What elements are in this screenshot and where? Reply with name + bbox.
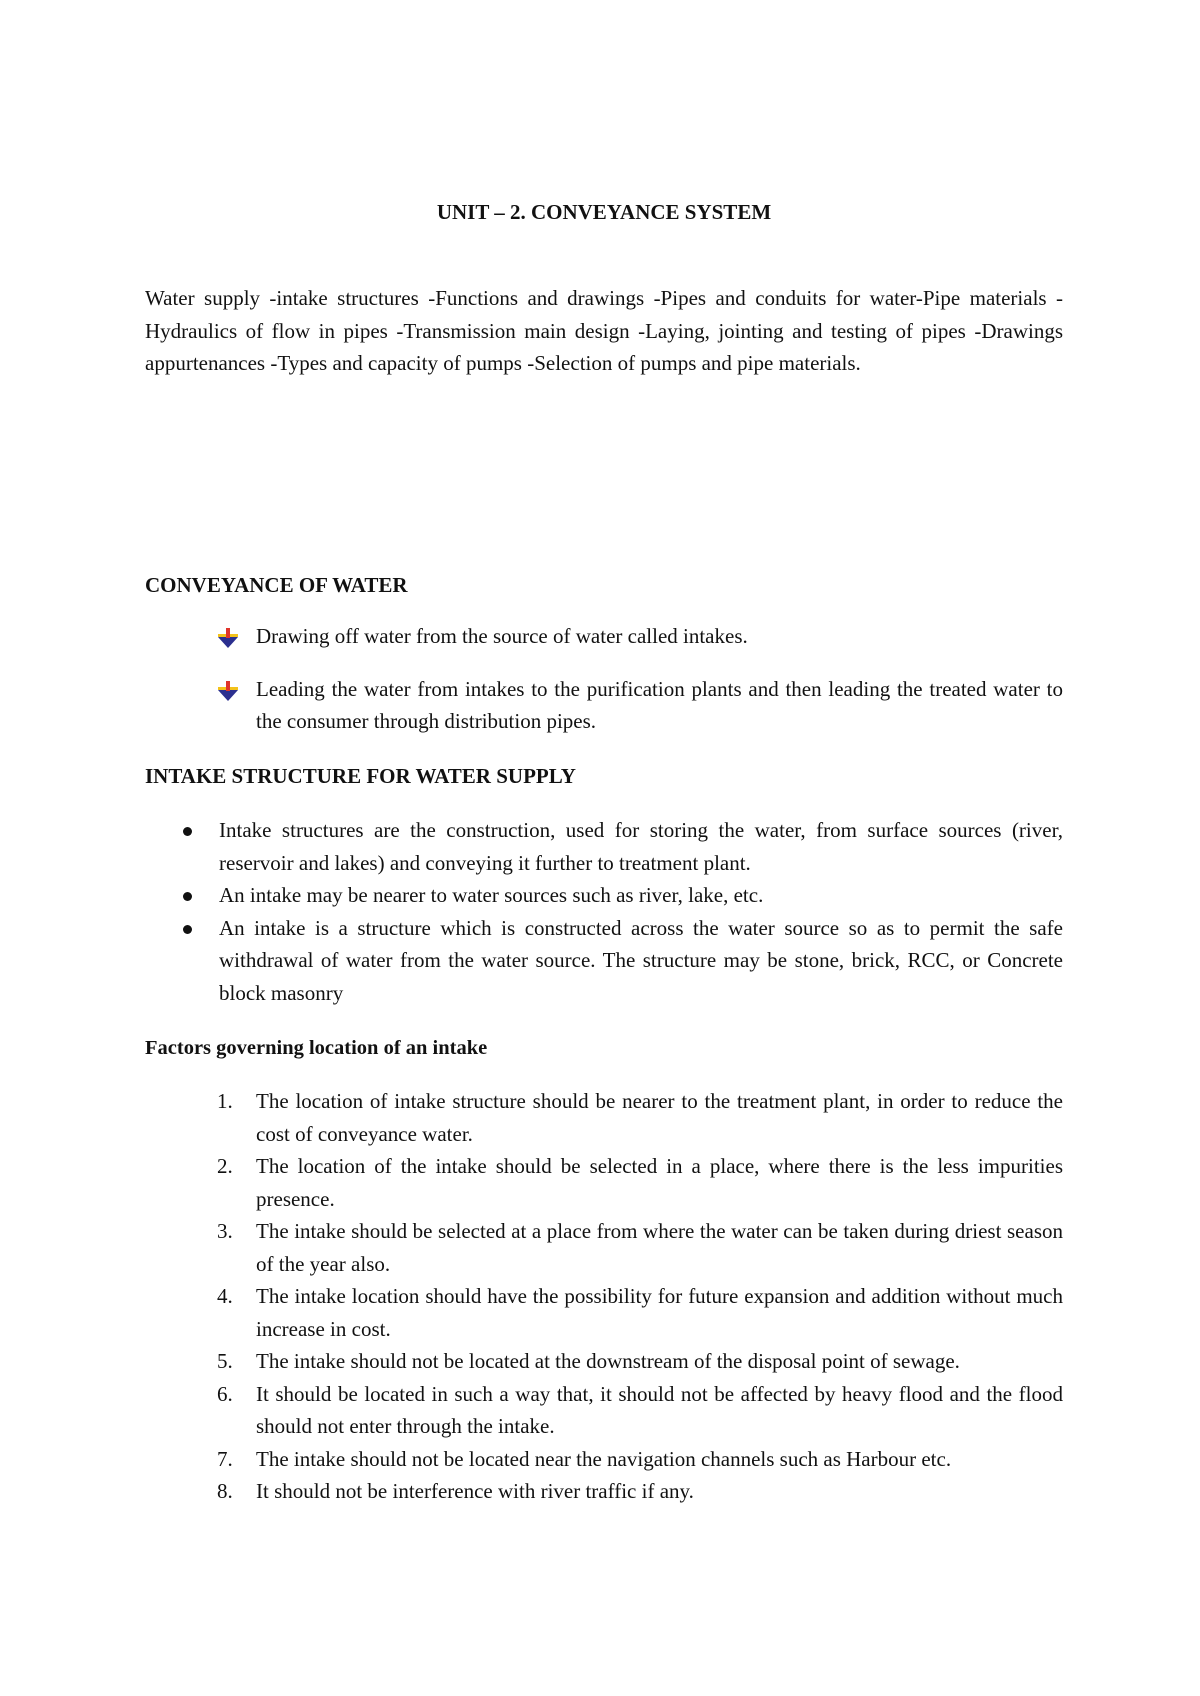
list-item-text: Intake structures are the construction, used for storing the water, from surface sources (river, reservoir and lakes) and conveying it further to treatment plant.: [219, 818, 1063, 875]
list-item: [145, 1085, 1063, 1150]
list-item: [145, 1345, 1063, 1378]
list-item: [145, 1150, 1063, 1215]
list-item-text: An intake may be nearer to water sources such as river, lake, etc.: [219, 883, 764, 907]
list-item-text: The intake should not be located at the downstream of the disposal point of sewage.: [256, 1349, 960, 1373]
list-item: [145, 1443, 1063, 1476]
unit-title: UNIT – 2. CONVEYANCE SYSTEM: [436, 200, 772, 224]
list-number: 5.: [217, 1349, 233, 1373]
unit-syllabus-paragraph: Water supply -intake structures -Functions and drawings -Pipes and conduits for water-Pipe materials -Hydraulics of flow in pipes -Transmission main design -Laying, jointing and testing of pipes -Drawings appurtenances -Types and capacity of pumps -Selection of pumps and pipe materials.: [145, 286, 1063, 375]
list-item-text: The location of the intake should be selected in a place, where there is the less impurities presence.: [256, 1154, 1063, 1211]
bullet-dot-icon: [183, 892, 192, 901]
list-item-text: It should not be interference with river traffic if any.: [256, 1479, 694, 1503]
conveyance-heading: CONVEYANCE OF WATER: [145, 573, 408, 597]
list-item-text: Drawing off water from the source of water called intakes.: [256, 624, 748, 648]
list-number: 4.: [217, 1284, 233, 1308]
list-item: [145, 912, 1063, 1010]
list-item-text: Leading the water from intakes to the purification plants and then leading the treated water to the consumer through distribution pipes.: [256, 676, 1063, 733]
factors-heading: Factors governing location of an intake: [145, 1037, 488, 1059]
list-item: [145, 673, 1063, 738]
list-item-text: The intake should be selected at a place from where the water can be taken during driest season of the year also.: [256, 1219, 1063, 1276]
list-number: 2.: [217, 1154, 233, 1178]
list-item: [145, 620, 1063, 653]
list-item: [145, 1475, 1063, 1508]
down-arrow-bullet-icon: [217, 628, 239, 648]
list-item-text: The location of intake structure should be nearer to the treatment plant, in order to reduce the cost of conveyance water.: [256, 1089, 1063, 1146]
intake-list: [145, 814, 1063, 1009]
list-item: [145, 814, 1063, 879]
list-item: [145, 1280, 1063, 1345]
bullet-dot-icon: [183, 925, 192, 934]
conveyance-list: [145, 620, 1063, 758]
list-item: [145, 879, 1063, 912]
list-item-text: It should be located in such a way that, it should not be affected by heavy flood and the flood should not enter through the intake.: [256, 1381, 1063, 1438]
list-number: 7.: [217, 1446, 233, 1471]
factors-list: [145, 1085, 1063, 1508]
list-item-text: An intake is a structure which is constructed across the water source so as to permit the safe withdrawal of water from the water source. The structure may be stone, brick, RCC, or Concrete block masonry: [219, 915, 1063, 1005]
list-number: 8.: [217, 1479, 233, 1503]
list-number: 3.: [217, 1219, 233, 1243]
list-item-text: The intake location should have the possibility for future expansion and addition without much increase in cost.: [256, 1284, 1063, 1341]
list-number: 1.: [217, 1089, 233, 1113]
list-number: 6.: [217, 1381, 233, 1406]
bullet-dot-icon: [183, 827, 192, 836]
intake-heading: INTAKE STRUCTURE FOR WATER SUPPLY: [145, 764, 576, 788]
list-item: [145, 1215, 1063, 1280]
list-item-text: The intake should not be located near the navigation channels such as Harbour etc.: [256, 1446, 952, 1471]
down-arrow-bullet-icon: [217, 681, 239, 701]
list-item: [145, 1378, 1063, 1443]
